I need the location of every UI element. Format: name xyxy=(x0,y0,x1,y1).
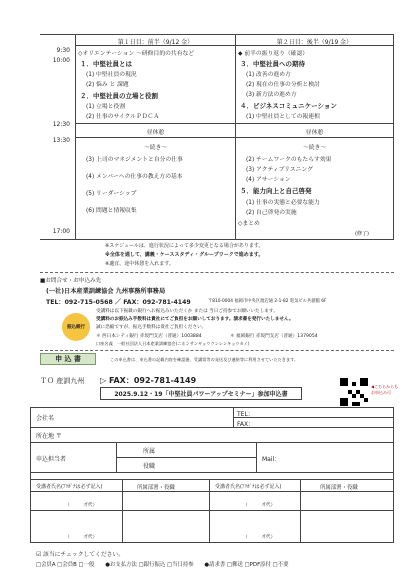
form-row-line xyxy=(30,472,394,473)
section3-item: (1) 改善の進め方 xyxy=(246,72,291,78)
person-label: 申込担当者 xyxy=(36,456,67,463)
continued-day2: 〜続き〜 xyxy=(302,145,327,151)
fax-label: FAX： xyxy=(237,421,255,428)
section1-item: (2) 悩み と 課題 xyxy=(86,82,129,88)
section3-item: (3) 新方法の進め方 xyxy=(246,92,297,98)
participant-dept-input[interactable] xyxy=(301,492,393,509)
address-input[interactable] xyxy=(80,428,392,441)
tel-input[interactable] xyxy=(258,408,392,417)
tel-label: TEL： xyxy=(237,411,254,418)
mail-input[interactable] xyxy=(285,443,392,471)
post-input[interactable] xyxy=(165,458,255,471)
age-mark: （ 才代） xyxy=(65,503,98,508)
bank-text: 誠に恐縮ですが、振込手数料は貴社ご負担ください。 xyxy=(96,325,207,330)
bank-account-nishi: ＊ 西日本シティ銀行 赤坂門支店（普通）1003884 xyxy=(96,334,202,339)
dept-input[interactable] xyxy=(165,443,255,456)
seminar-title-box xyxy=(100,387,302,400)
post-label: 役職 xyxy=(143,463,156,470)
bank-badge-label: 振込銀行 xyxy=(67,325,85,330)
age-mark: （ 才代） xyxy=(65,535,98,540)
qr-note: ◀こちらからも お申込み可 xyxy=(371,384,399,395)
col-divider xyxy=(209,479,210,543)
mail-divider xyxy=(256,442,257,472)
check-title: ☑ 該当にチェックしてください。 xyxy=(36,552,125,558)
section5-item: (2) 自己啓発の実施 xyxy=(246,210,297,216)
day1-header: 第１日目：前半（9/12 金） xyxy=(117,39,194,46)
section2-title: ２．中堅社員の立場と役割 xyxy=(80,92,158,100)
schedule-note: ※適宜、途中休憩を入れます。 xyxy=(105,261,174,267)
time-1700: 17:00 xyxy=(52,228,70,235)
contact-bottom-dashed xyxy=(40,350,394,351)
day2-header: 第２日目：後半（9/19 金） xyxy=(276,39,353,46)
mail-label: Mail： xyxy=(262,456,281,463)
review-item: ◆ 前半の振り返り（確認） xyxy=(238,51,309,57)
contact-org: (一社)日本産業訓練協会 九州事務所事務局 xyxy=(46,288,166,295)
pm-item: (4) メンバーへの仕事の教え方の基本 xyxy=(86,174,183,180)
time-1230: 12:30 xyxy=(52,121,70,128)
time-1000: 10:00 xyxy=(52,57,70,64)
form-heading-box xyxy=(40,353,96,365)
col-header: 所属部署・役職 xyxy=(137,485,175,491)
col-header: 所属部署・役職 xyxy=(320,485,358,491)
company-input[interactable] xyxy=(70,408,232,426)
pm-item: (6) 問題と情報収集 xyxy=(86,208,137,214)
qr-code-icon[interactable] xyxy=(340,378,368,406)
contact-address: 〒810-0004 福岡市中央区渡辺通 2-1-82 電気ビル共創館 6F xyxy=(208,299,327,304)
continued-day1: 〜続き〜 xyxy=(143,145,168,151)
time-1330: 13:30 xyxy=(52,137,70,144)
bank-account-fukuoka: ＊ 福岡銀行 赤坂門支店（普通）1379054 xyxy=(230,334,318,339)
bank-account-holder: 口座名義 一般社団法人日本産業訓練協会(ニホンサンギョウクンレンキョウカイ) xyxy=(96,341,250,346)
participant-dept-input[interactable] xyxy=(123,492,208,509)
lunch-break-day1: 昼休憩 xyxy=(146,130,165,136)
participant-name-input[interactable] xyxy=(31,492,121,509)
break-top-line xyxy=(75,123,394,124)
section3-title: ３．中堅社員への期待 xyxy=(240,60,305,68)
section2-item: (1) 立場と役割 xyxy=(86,104,126,110)
section4-item: (1) 中堅社員としての報連相 xyxy=(246,114,320,120)
table-bottom-border xyxy=(40,239,394,240)
table-top-border xyxy=(40,34,394,35)
section1-title: １．中堅社員とは xyxy=(80,60,132,68)
age-mark: （ 才代） xyxy=(243,535,276,540)
form-heading: 申 込 書 xyxy=(55,355,81,363)
check-options[interactable]: □会員A □会員B □一般 ●お支払方法 □銀行振込 □当日持参 ●請求書 □郵送 □PDF添付 □不要 xyxy=(36,562,289,568)
col-divider xyxy=(122,479,123,543)
contact-top-dashed xyxy=(40,272,394,273)
contact-title: ■お問合せ・お申込み先 xyxy=(40,278,102,284)
orientation-item: ◇オリエンテーション 〜研修目的の共有など xyxy=(78,51,195,57)
seminar-title: 2025.9.12・19「中堅社員パワーアップセミナー」参加申込書 xyxy=(114,391,288,398)
schedule-note: ※全体を通して、講義・ケーススタディ・グループワークで進めます。 xyxy=(105,252,264,258)
form-row-line xyxy=(30,510,394,511)
form-row-line xyxy=(30,479,394,480)
bank-badge xyxy=(62,313,90,341)
section1-item: (1) 中堅社員の現況 xyxy=(86,72,137,78)
age-mark: （ 才代） xyxy=(243,503,276,508)
pm-item: (3) 上司のマネジメントと自分の仕事 xyxy=(86,157,183,163)
col-divider xyxy=(300,479,301,543)
col-header: 受講者氏名(ﾌﾘｶﾞﾅは必ず記入) xyxy=(215,484,282,490)
dept-label: 所属 xyxy=(143,448,156,455)
fax-input[interactable] xyxy=(258,418,392,427)
bank-text: 受講料は以下振載の銀行へお振込みいただくか または 当日ご持参でお願いいたします。 xyxy=(96,309,278,314)
form-to-line: ＴＯ 産訓九州 xyxy=(40,377,85,385)
participant-name-input[interactable] xyxy=(210,492,299,509)
pm-item: (5) リーダーシップ xyxy=(86,191,137,197)
section5-title: ５．能力向上と自己啓発 xyxy=(240,187,312,195)
section5-item: (1) 仕事の実態と必要な能力 xyxy=(246,200,320,206)
company-label: 会社名 xyxy=(36,415,55,422)
lunch-break-day2: 昼休憩 xyxy=(305,130,324,136)
pm-item: (3) アクティブリスニング xyxy=(246,167,313,173)
pm-item: (2) チームワークのもたらす効果 xyxy=(246,157,332,163)
form-heading-note: この申込書は、申込書の記載内容を確認後、受講票等の発送及び連絡等に利用させていただきます。 xyxy=(110,357,299,362)
address-label: 所在地 〒 xyxy=(36,433,62,440)
schedule-note: ※スケジュールは、進行状況によって多少変更となる場合があります。 xyxy=(105,243,264,249)
break-bottom-line xyxy=(75,137,394,138)
section2-item: (2) 仕事のサイクルＰＤＣＡ xyxy=(86,114,160,120)
pm-item: (4) アサーション xyxy=(246,177,291,183)
section4-title: ４．ビジネスコミュニケーション xyxy=(240,102,337,110)
bank-text: 受講料のお振込み手数料は貴社にてご負担をお願いしております。請求書を発行いたしません。 xyxy=(96,317,294,322)
contact-tel-fax: TEL：092-715-0568 ／ FAX：092-781-4149 xyxy=(46,299,191,306)
form-fax-line: ▷ FAX：092-781-4149 xyxy=(100,376,197,385)
col-header: 受講者氏名(ﾌﾘｶﾞﾅは必ず記入) xyxy=(36,484,103,490)
section3-item: (2) 現在の仕事の分析と検討 xyxy=(246,82,320,88)
summary-item: ◇まとめ xyxy=(238,221,260,227)
time-0930: 9:30 xyxy=(56,47,70,54)
end-mark: (修了) xyxy=(355,231,369,237)
